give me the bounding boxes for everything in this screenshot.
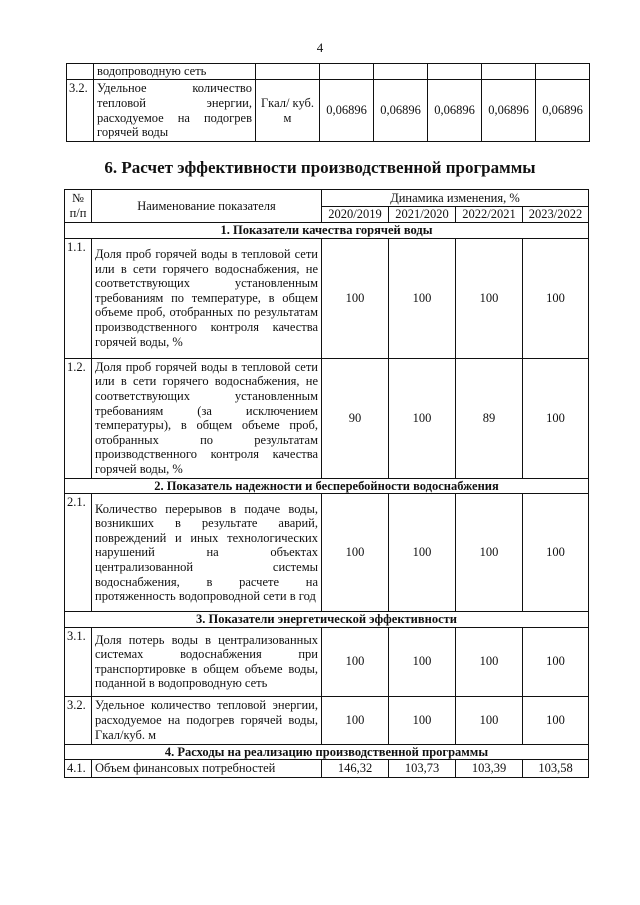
- value-cell: 100: [523, 627, 589, 696]
- section-row: [65, 744, 589, 760]
- value-cell: 0,06896: [428, 80, 482, 142]
- value-cell: 100: [389, 696, 456, 744]
- page-number: 4: [316, 40, 324, 55]
- section-row: [65, 223, 589, 239]
- value-cell: 103,73: [389, 760, 456, 778]
- value-cell: 0,06896: [374, 80, 428, 142]
- row-number: 3.2.: [65, 696, 92, 744]
- header-year: 2021/2020: [389, 207, 456, 223]
- row-text: водопроводную сеть: [94, 64, 256, 80]
- value-cell: 100: [322, 238, 389, 358]
- efficiency-table: [64, 189, 589, 778]
- value-cell: 146,32: [322, 760, 389, 778]
- row-number: 3.1.: [65, 627, 92, 696]
- table-row: [65, 494, 589, 612]
- indicator-name: Доля проб горячей воды в тепловой сети или в сети горячего водоснабжения, не соответствующих установленным требованиям по температуре, в общем объеме проб, отобранных по результатам производственного контроля качества горячей воды, %: [92, 238, 322, 358]
- row-number: 4.1.: [65, 760, 92, 778]
- value-cell: 100: [456, 696, 523, 744]
- value-cell: 0,06896: [536, 80, 590, 142]
- value-cell: 100: [322, 494, 389, 612]
- unit-cell: Гкал/ куб. м: [256, 80, 320, 142]
- value-cell: 100: [389, 358, 456, 478]
- value-cell: 100: [523, 696, 589, 744]
- value-cell: 0,06896: [482, 80, 536, 142]
- row-number: 2.1.: [65, 494, 92, 612]
- value-cell: 90: [322, 358, 389, 478]
- table-row: [65, 238, 589, 358]
- section-title: 2. Показатель надежности и бесперебойности водоснабжения: [65, 478, 589, 494]
- table-row: [65, 627, 589, 696]
- section-row: [65, 478, 589, 494]
- header-year: 2022/2021: [456, 207, 523, 223]
- top-table-continuation: [66, 63, 590, 142]
- value-cell: 100: [523, 494, 589, 612]
- value-cell: 100: [389, 494, 456, 612]
- indicator-name: Доля потерь воды в централизованных системах водоснабжения при транспортировке в общем объеме воды, поданной в водопроводную сеть: [92, 627, 322, 696]
- value-cell: 100: [389, 627, 456, 696]
- value-cell: 100: [389, 238, 456, 358]
- value-cell: 89: [456, 358, 523, 478]
- section-row: [65, 612, 589, 628]
- value-cell: 100: [523, 358, 589, 478]
- table-row: [65, 696, 589, 744]
- value-cell: 100: [523, 238, 589, 358]
- section-title: 4. Расходы на реализацию производственной программы: [65, 744, 589, 760]
- table-row: [67, 64, 590, 80]
- indicator-name: Количество перерывов в подаче воды, возникших в результате аварий, повреждений и иных технологических нарушений на объектах централизованной системы водоснабжения, в расчете на протяженность водопроводной сети в год: [92, 494, 322, 612]
- header-dynamics: Динамика изменения, %: [322, 190, 589, 207]
- header-name: Наименование показателя: [92, 190, 322, 223]
- value-cell: 100: [322, 627, 389, 696]
- header-year: 2020/2019: [322, 207, 389, 223]
- indicator-name: Удельное количество тепловой энергии, расходуемое на подогрев горячей воды: [94, 80, 256, 142]
- indicator-name: Удельное количество тепловой энергии, расходуемое на подогрев горячей воды, Гкал/куб. м: [92, 696, 322, 744]
- row-number: 3.2.: [67, 80, 94, 142]
- row-number: 1.2.: [65, 358, 92, 478]
- value-cell: 103,39: [456, 760, 523, 778]
- section-title: 3. Показатели энергетической эффективности: [65, 612, 589, 628]
- indicator-name: Объем финансовых потребностей: [92, 760, 322, 778]
- table-row: [67, 80, 590, 142]
- table-row: [65, 358, 589, 478]
- header-number: № п/п: [65, 190, 92, 223]
- value-cell: 100: [456, 238, 523, 358]
- value-cell: 0,06896: [320, 80, 374, 142]
- value-cell: 100: [456, 627, 523, 696]
- section-title: 1. Показатели качества горячей воды: [65, 223, 589, 239]
- value-cell: 100: [322, 696, 389, 744]
- row-number: 1.1.: [65, 238, 92, 358]
- indicator-name: Доля проб горячей воды в тепловой сети или в сети горячего водоснабжения, не соответствующих установленным требованиям (за исключением температуры), в общем объеме проб, отобранных по результатам производственного контроля качества горячей воды, %: [92, 358, 322, 478]
- table-row: [65, 760, 589, 778]
- value-cell: 100: [456, 494, 523, 612]
- table-header-row: [65, 190, 589, 207]
- header-year: 2023/2022: [523, 207, 589, 223]
- value-cell: 103,58: [523, 760, 589, 778]
- section-heading: 6. Расчет эффективности производственной программы: [104, 158, 536, 177]
